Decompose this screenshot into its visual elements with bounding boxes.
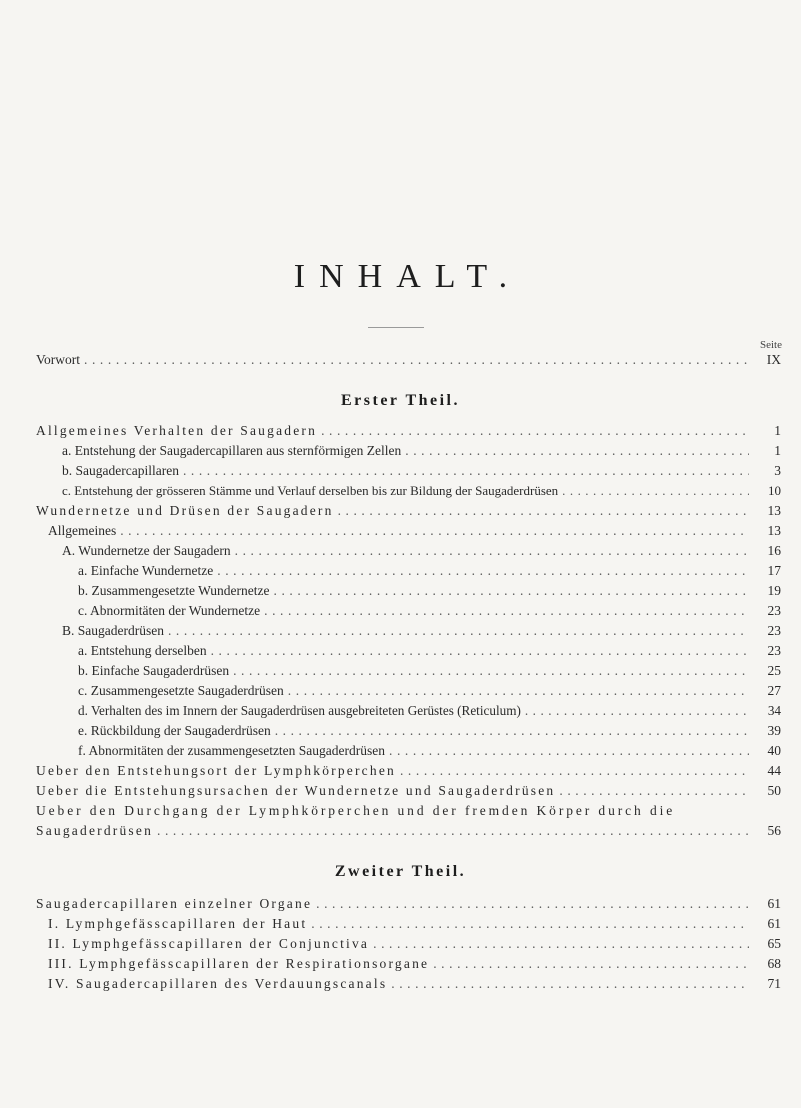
toc-entry[interactable] xyxy=(0,441,801,461)
entry-title: b. Saugadercapillaren xyxy=(62,463,179,478)
entry-title: e. Rückbildung der Saugaderdrüsen xyxy=(78,723,271,738)
entry-title: I. Lymphgefässcapillaren der Haut xyxy=(48,916,308,931)
toc-entry[interactable] xyxy=(0,721,801,741)
toc-entry[interactable] xyxy=(0,781,801,801)
dot-leader xyxy=(288,681,749,701)
entry-page: 17 xyxy=(767,563,781,578)
dot-leader xyxy=(316,894,749,914)
part2-heading: Zweiter Theil. xyxy=(334,863,467,880)
entry-page: 1 xyxy=(774,423,781,438)
toc-entry[interactable] xyxy=(0,741,801,761)
entry-title: Vorwort xyxy=(36,352,81,367)
entry-title: Wundernetze und Drüsen der Saugadern xyxy=(36,503,334,518)
toc-entry[interactable] xyxy=(0,761,801,781)
toc-entry[interactable] xyxy=(0,914,801,934)
toc-entry-line1[interactable]: Ueber den Durchgang der Lymphkörperchen und der fremden Körper durch die xyxy=(36,803,676,818)
dot-leader xyxy=(525,701,749,721)
toc-entry[interactable] xyxy=(0,954,801,974)
toc-entry[interactable] xyxy=(0,561,801,581)
dot-leader xyxy=(562,481,749,501)
entry-page: 61 xyxy=(767,916,781,931)
dot-leader xyxy=(389,741,749,761)
dot-leader xyxy=(405,441,749,461)
page-title: INHALT. xyxy=(293,258,522,295)
entry-title: Ueber die Entstehungsursachen der Wundernetze und Saugaderdrüsen xyxy=(36,783,556,798)
entry-page: 10 xyxy=(768,483,781,498)
part1-heading: Erster Theil. xyxy=(340,392,460,409)
entry-page: 13 xyxy=(767,503,781,518)
entry-page: 68 xyxy=(767,956,781,971)
toc-entry[interactable] xyxy=(0,461,801,481)
toc-entry[interactable] xyxy=(0,581,801,601)
seite-column-label: Seite xyxy=(760,339,782,351)
dot-leader xyxy=(217,561,749,581)
dot-leader xyxy=(235,541,749,561)
dot-leader xyxy=(373,934,749,954)
entry-page: 1 xyxy=(774,443,781,458)
entry-title: a. Einfache Wundernetze xyxy=(78,563,214,578)
dot-leader xyxy=(168,621,749,641)
toc-entry[interactable] xyxy=(0,601,801,621)
entry-title: Ueber den Entstehungsort der Lymphkörperchen xyxy=(36,763,396,778)
toc-entry[interactable] xyxy=(0,641,801,661)
toc-entry[interactable] xyxy=(0,821,801,841)
dot-leader xyxy=(211,641,749,661)
entry-title: b. Einfache Saugaderdrüsen xyxy=(78,663,230,678)
entry-page: 34 xyxy=(767,703,781,718)
entry-page: 13 xyxy=(767,523,781,538)
entry-title: c. Zusammengesetzte Saugaderdrüsen xyxy=(78,683,284,698)
entry-page: 16 xyxy=(767,543,781,558)
entry-title: Allgemeines Verhalten der Saugadern xyxy=(36,423,318,438)
toc-entry[interactable] xyxy=(0,681,801,701)
toc-entry[interactable] xyxy=(0,541,801,561)
entry-page: 23 xyxy=(767,623,781,638)
toc-entry[interactable] xyxy=(0,421,801,441)
entry-page: 40 xyxy=(767,743,781,758)
entry-page: 44 xyxy=(767,763,781,778)
entry-page: 65 xyxy=(767,936,781,951)
entry-title: II. Lymphgefässcapillaren der Conjunctiva xyxy=(48,936,370,951)
toc-entry[interactable] xyxy=(0,974,801,994)
entry-title: a. Entstehung derselben xyxy=(78,643,207,658)
entry-page: 39 xyxy=(767,723,781,738)
dot-leader xyxy=(274,581,749,601)
dot-leader xyxy=(391,974,749,994)
entry-page: 23 xyxy=(767,603,781,618)
dot-leader xyxy=(311,914,749,934)
entry-title: III. Lymphgefässcapillaren der Respirationsorgane xyxy=(48,956,430,971)
entry-title: c. Abnormitäten der Wundernetze xyxy=(78,603,261,618)
entry-title: Allgemeines xyxy=(48,523,117,538)
toc-entry[interactable] xyxy=(0,661,801,681)
dot-leader xyxy=(183,461,749,481)
entry-page: 3 xyxy=(774,463,781,478)
entry-title: A. Wundernetze der Saugadern xyxy=(62,543,231,558)
dot-leader xyxy=(559,781,749,801)
dot-leader xyxy=(264,601,749,621)
entry-page: 61 xyxy=(767,896,781,911)
entry-page: 19 xyxy=(767,583,781,598)
entry-title: c. Entstehung der grösseren Stämme und Verlauf derselben bis zur Bildung der Saugaderdrüsen xyxy=(62,483,559,498)
dot-leader xyxy=(233,661,749,681)
dot-leader xyxy=(120,521,749,541)
toc-entry-vorwort[interactable] xyxy=(0,350,801,370)
entry-title: Saugaderdrüsen xyxy=(36,823,154,838)
entry-page: 50 xyxy=(767,783,781,798)
dot-leader xyxy=(84,350,749,370)
toc-entry[interactable] xyxy=(0,934,801,954)
entry-title: a. Entstehung der Saugadercapillaren aus sternförmigen Zellen xyxy=(62,443,402,458)
toc-entry[interactable] xyxy=(0,894,801,914)
entry-page: 27 xyxy=(767,683,781,698)
toc-entry[interactable] xyxy=(0,501,801,521)
entry-title: Saugadercapillaren einzelner Organe xyxy=(36,896,313,911)
toc-entry[interactable] xyxy=(0,621,801,641)
entry-title: B. Saugaderdrüsen xyxy=(62,623,164,638)
toc-entry[interactable] xyxy=(0,521,801,541)
entry-page: 25 xyxy=(767,663,781,678)
entry-title: d. Verhalten des im Innern der Saugaderdrüsen ausgebreiteten Gerüstes (Reticulum) xyxy=(78,703,521,718)
entry-title: IV. Saugadercapillaren des Verdauungscanals xyxy=(48,976,388,991)
entry-page: 71 xyxy=(767,976,781,991)
dot-leader xyxy=(275,721,749,741)
entry-title: f. Abnormitäten der zusammengesetzten Saugaderdrüsen xyxy=(78,743,386,758)
entry-page: 23 xyxy=(767,643,781,658)
dot-leader xyxy=(338,501,749,521)
title-divider xyxy=(368,327,424,328)
dot-leader xyxy=(321,421,749,441)
toc-entry[interactable] xyxy=(0,701,801,721)
entry-page: IX xyxy=(766,352,781,367)
dot-leader xyxy=(157,821,749,841)
dot-leader xyxy=(433,954,749,974)
dot-leader xyxy=(400,761,749,781)
entry-page: 56 xyxy=(767,823,781,838)
toc-entry[interactable] xyxy=(0,481,801,501)
entry-title: b. Zusammengesetzte Wundernetze xyxy=(78,583,270,598)
